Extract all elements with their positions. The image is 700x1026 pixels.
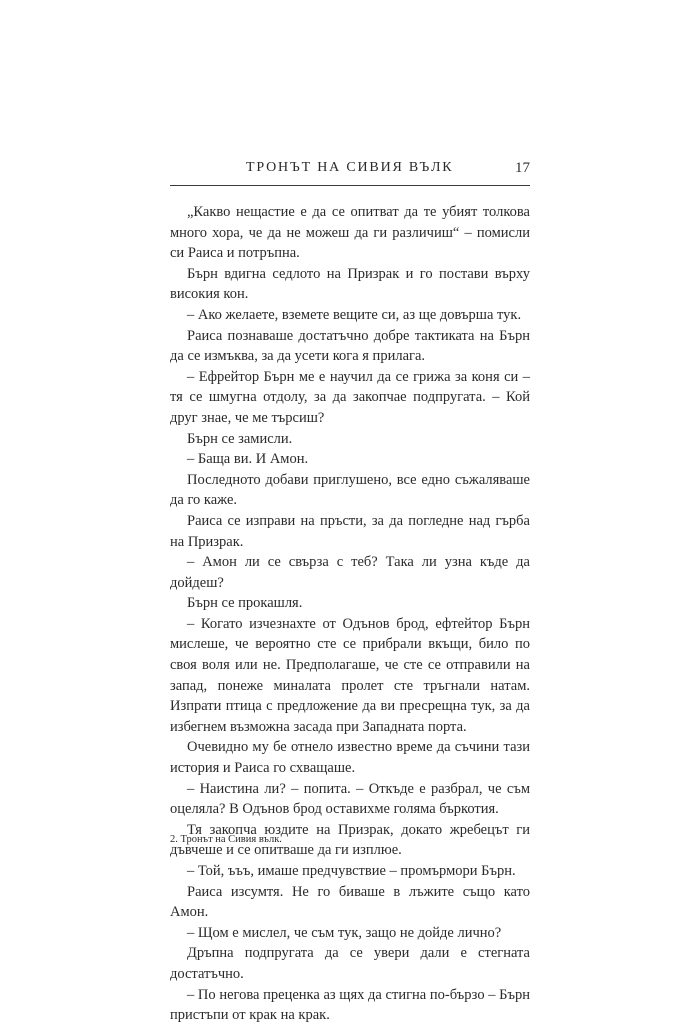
paragraph: Бърн се прокашля. <box>187 595 303 612</box>
paragraph: Тя закопча юздите на Призрак, докато жребецът ги дъвчеше и се опитваше да ги изплюе. <box>170 821 530 859</box>
paragraph: Раиса познаваше достатъчно добре тактиката на Бърн да се измъква, за да усети кога я прилага. <box>170 327 530 365</box>
paragraph: Бърн се замисли. <box>187 430 293 447</box>
paragraph: „Какво нещастие е да се опитват да те убият толкова много хора, че да не можеш да ги различиш“ – помисли си Раиса и потръпна. <box>170 204 530 262</box>
paragraph: – Ефрейтор Бърн ме е научил да се грижа за коня си – тя се шмугна отдолу, за да закопчае подпругата. – Кой друг знае, че ме търсиш? <box>170 368 530 426</box>
paragraph: – Когато изчезнахте от Одънов брод, ефтейтор Бърн мислеше, че вероятно сте се прибрали вкъщи, било по своя воля или не. Предполагаше, че сте се отправили на запад, понеже миналата пролет сте тръгнали натам. Изпрати птица с предложение да ви пресрещна тук, за да избегнем възможна засада при Западната порта. <box>170 615 530 735</box>
paragraph: Очевидно му бе отнело известно време да съчини тази история и Раиса го схващаше. <box>170 739 530 777</box>
paragraph: Раиса се изправи на пръсти, за да погледне над гърба на Призрак. <box>170 512 530 550</box>
paragraph: – Амон ли се свърза с теб? Така ли узна къде да дойдеш? <box>170 554 530 591</box>
footnote: 2. Тронът на Сивия вълк. <box>170 834 282 845</box>
paragraph: Раиса изсумтя. Не го биваше в лъжите също като Амон. <box>170 883 530 921</box>
paragraph: – Ако желаете, вземете вещите си, аз ще довърша тук. <box>187 306 522 323</box>
header-rule <box>170 185 530 186</box>
paragraph: – По негова преценка аз щях да стигна по-бързо – Бърн пристъпи от крак на крак. <box>170 986 530 1024</box>
paragraph: – Наистина ли? – попита. – Откъде е разбрал, че съм оцеляла? В Одънов брод оставихме голяма бъркотия. <box>170 780 530 818</box>
running-title: ТРОНЪТ НА СИВИЯ ВЪЛК <box>246 160 454 175</box>
paragraph: Последното добави приглушено, все едно съжаляваше да го каже. <box>170 471 530 509</box>
body-text <box>170 202 530 1026</box>
page-number: 17 <box>515 160 530 176</box>
paragraph: – Той, ъъъ, имаше предчувствие – промърмори Бърн. <box>187 863 516 879</box>
paragraph: Бърн вдигна седлото на Призрак и го постави върху високия кон. <box>170 265 530 303</box>
running-header <box>170 160 530 182</box>
paragraph: – Баща ви. И Амон. <box>187 451 309 468</box>
paragraph: Дръпна подпругата да се увери дали е стегната достатъчно. <box>170 945 530 982</box>
paragraph: – Щом е мислел, че съм тук, защо не дойде лично? <box>187 924 502 941</box>
